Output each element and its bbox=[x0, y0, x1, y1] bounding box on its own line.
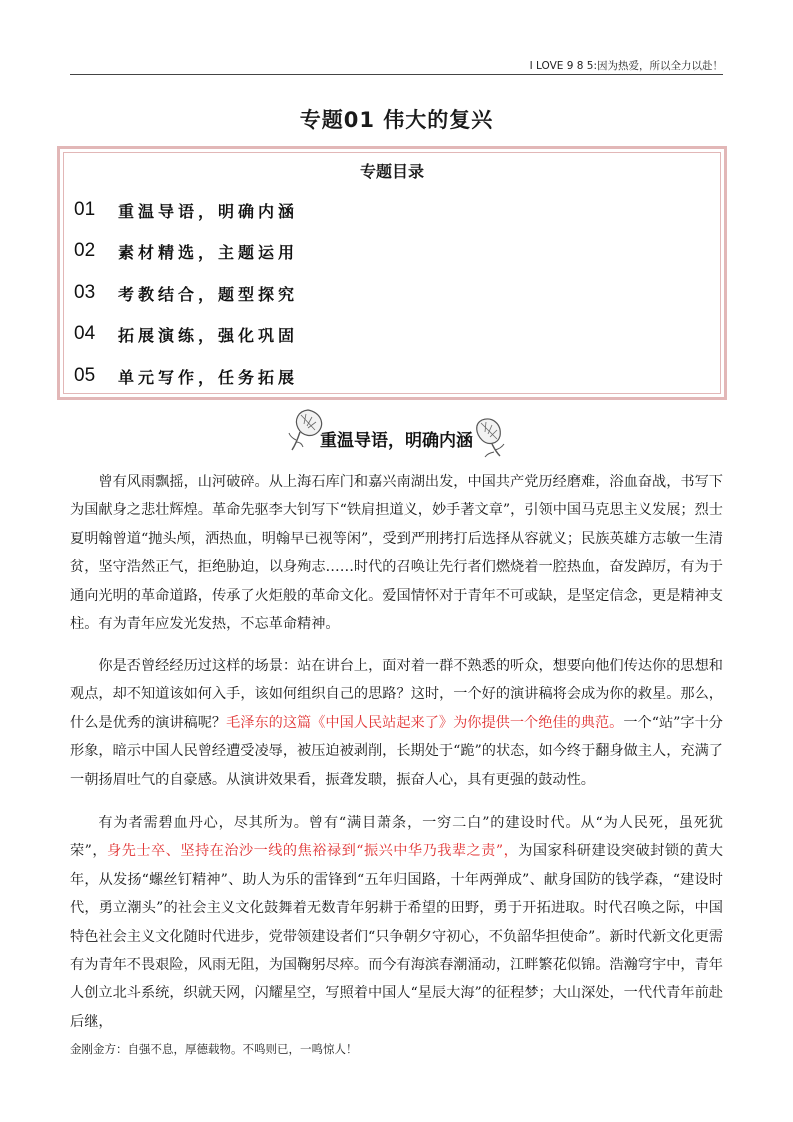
toc-item-02[interactable] bbox=[74, 238, 298, 264]
highlighted-text: 毛泽东的这篇《中国人民站起来了》为你提供一个绝佳的典范。 bbox=[226, 714, 624, 731]
header-divider bbox=[70, 74, 723, 75]
toc-item-label: 素材精选，主题运用 bbox=[118, 242, 299, 262]
paragraph-speech bbox=[70, 652, 723, 794]
paragraph-text: 为国家科研建设突破封锁的黄大年，从发扬“螺丝钉精神”、助人为乐的雷锋到“五年归国路，十年两弹成”、献身国防的钱学森，“建设时代，勇立潮头”的社会主义文化鼓舞着无数青年躬耕于希望的田野，勇于开拓进取。时代召唤之际，中国特色社会主义文化随时代进步，党带领建设者们“只争朝夕守初心，不负韶华担使命”。新时代新文化更需有为青年不畏艰险，风雨无阻，为国鞠躬尽瘁。而今有海滨春潮涌动，江畔繁花似锦。浩瀚穹宇中，青年人创立北斗系统，织就天网，闪耀星空，写照着中国人“星辰大海”的征程梦；大山深处，一代代青年前赴后继， bbox=[70, 843, 723, 1030]
paragraph-builders bbox=[70, 809, 723, 1036]
section-banner bbox=[286, 406, 506, 458]
toc-item-03[interactable] bbox=[74, 280, 298, 306]
leaf-icon bbox=[472, 412, 506, 458]
toc-item-04[interactable] bbox=[74, 321, 298, 347]
toc-item-05[interactable] bbox=[74, 363, 298, 389]
page-title: 专题01 伟大的复兴 bbox=[299, 108, 494, 132]
toc-item-label: 单元写作，任务拓展 bbox=[118, 367, 299, 387]
toc-item-label: 拓展演练，强化巩固 bbox=[118, 325, 299, 345]
toc-item-number: 03 bbox=[74, 282, 96, 303]
paragraph-text: 你是否曾经经历过这样的场景：站在讲台上，面对着一群不熟悉的听众，想要向他们传达你的思想和观点，却不知道该如何入手，该如何组织自己的思路？这时，一个好的演讲稿将会成为你的救星。那么，什么是优秀的演讲稿呢？ bbox=[70, 658, 723, 731]
toc-item-number: 04 bbox=[74, 323, 96, 344]
toc-item-label: 重温导语，明确内涵 bbox=[118, 201, 299, 221]
highlighted-text: 身先士卒、坚持在治沙一线的焦裕禄到“振兴中华乃我辈之责”， bbox=[107, 843, 519, 860]
header-motto: I LOVE 9 8 5:因为热爱，所以全力以赴！ bbox=[529, 60, 723, 72]
paragraph-text: 一个“站”字十分形象，暗示中国人民曾经遭受凌辱，被压迫被剥削，长期处于“跪”的状态，如今终于翻身做主人，充满了一朝扬眉吐气的自豪感。从演讲效果看，振聋发聩，振奋人心，具有更强的鼓动性。 bbox=[70, 714, 723, 788]
toc-item-label: 考教结合，题型探究 bbox=[118, 284, 299, 304]
toc-item-01[interactable] bbox=[74, 197, 298, 223]
section-banner-title: 重温导语，明确内涵 bbox=[320, 431, 473, 451]
toc-item-number: 02 bbox=[74, 240, 96, 261]
toc-item-number: 05 bbox=[74, 365, 96, 386]
toc-heading: 专题目录 bbox=[359, 162, 424, 181]
paragraph-text: 有为者需碧血丹心，尽其所为。曾有“满目萧条，一穷二白”的建设时代。从“为人民死，虽死犹荣”， bbox=[70, 815, 723, 860]
toc-box bbox=[57, 146, 727, 400]
page-footer: 金刚金方：自强不息，厚德载物。不鸣则已，一鸣惊人！ bbox=[70, 1042, 358, 1056]
paragraph-intro: 曾有风雨飘摇，山河破碎。从上海石库门和嘉兴南湖出发，中国共产党历经磨难，浴血奋战，书写下为国献身之悲壮辉煌。革命先驱李大钊写下“铁肩担道义，妙手著文章”，引领中国马克思主义发展；烈士夏明翰曾道“抛头颅，洒热血，明翰早已视等闲”，受到严刑拷打后选择从容就义；民族英雄方志敏一生清贫，坚守浩然正气，拒绝胁迫，以身殉志……时代的召唤让先行者们燃烧着一腔热血，奋发踔厉，有为于通向光明的革命道路，传承了火炬般的革命文化。爱国情怀对于青年不可或缺，是坚定信念，更是精神支柱。有为青年应发光发热，不忘革命精神。 bbox=[70, 474, 723, 633]
toc-item-number: 01 bbox=[74, 199, 96, 220]
toc-inner-border bbox=[63, 152, 721, 394]
